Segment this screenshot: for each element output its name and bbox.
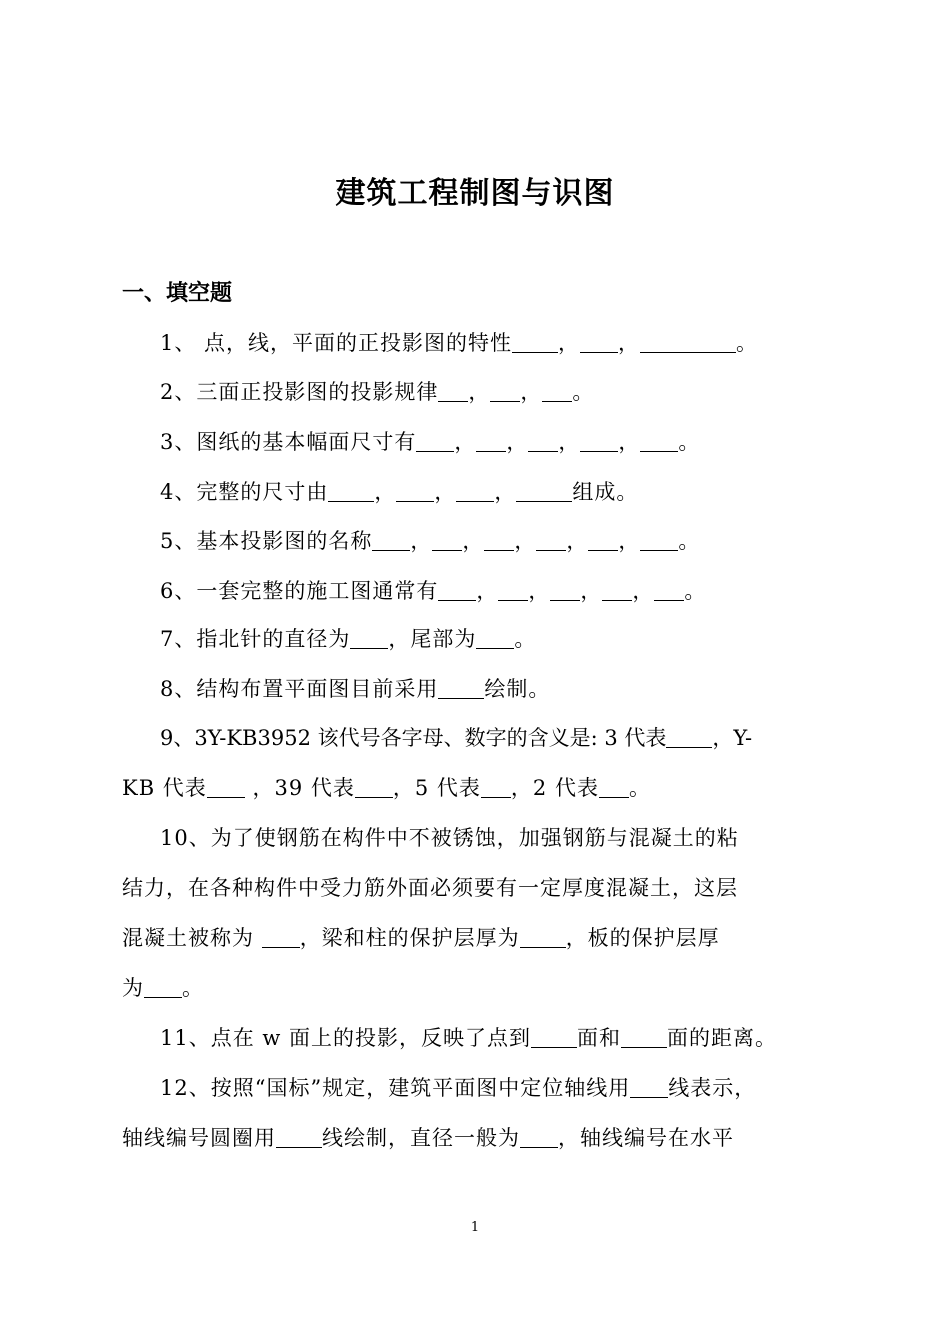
blank (640, 334, 736, 353)
blank (355, 779, 393, 798)
question-5: 5、基本投影图的名称 ， ， ， ， ， 。 (160, 529, 701, 553)
question-3: 3、图纸的基本幅面尺寸有 ， ， ， ， 。 (160, 430, 701, 454)
blank (512, 334, 558, 353)
blank (328, 483, 374, 502)
blank (144, 979, 182, 998)
blank (654, 582, 684, 601)
page-number: 1 (470, 1220, 480, 1235)
blank (528, 433, 558, 452)
question-2: 2、三面正投影图的投影规律 ， ， 。 (160, 380, 595, 404)
question-10-line-1: 10、为了使钢筋在构件中不被锈蚀，加强钢筋与混凝土的粘 (160, 826, 739, 850)
blank (520, 1129, 558, 1148)
blank (438, 383, 468, 402)
blank (516, 483, 572, 502)
blank (438, 680, 484, 699)
blank (438, 582, 476, 601)
blank (640, 433, 678, 452)
blank (262, 929, 300, 948)
blank (490, 383, 520, 402)
blank (602, 582, 632, 601)
blank (580, 433, 618, 452)
blank (520, 929, 566, 948)
question-8: 8、结构布置平面图目前采用 绘制。 (160, 677, 551, 701)
blank (542, 383, 572, 402)
question-9-line-1: 9、3Y-KB3952 该代号各字母、数字的含义是: 3 代表 ，Y- (160, 726, 753, 750)
blank (484, 532, 514, 551)
blank (416, 433, 454, 452)
blank (550, 582, 580, 601)
blank (599, 779, 629, 798)
blank (536, 532, 566, 551)
blank (432, 532, 462, 551)
question-10-line-3: 混凝土被称为 ，梁和柱的保护层厚为 ，板的保护层厚 (122, 926, 720, 950)
blank (481, 779, 511, 798)
page-title: 建筑工程制图与识图 (335, 176, 615, 211)
blank (588, 532, 618, 551)
question-12-line-1: 12、按照“国标”规定，建筑平面图中定位轴线用 线表示， (160, 1076, 757, 1100)
question-10-line-4: 为 。 (122, 976, 204, 1000)
question-12-line-2: 轴线编号圆圈用 线绘制，直径一般为 ，轴线编号在水平 (122, 1126, 734, 1150)
blank (207, 779, 245, 798)
blank (580, 334, 618, 353)
blank (372, 532, 410, 551)
blank (666, 729, 712, 748)
blank (456, 483, 494, 502)
question-10-line-2: 结力，在各种构件中受力筋外面必须要有一定厚度混凝土，这层 (122, 876, 738, 900)
blank (630, 1079, 668, 1098)
question-4: 4、完整的尺寸由 ， ， ， 组成。 (160, 480, 639, 504)
question-11: 11、点在 w 面上的投影，反映了点到 面和 面的距离。 (160, 1026, 778, 1050)
blank (498, 582, 528, 601)
blank (476, 433, 506, 452)
question-9-line-2: KB 代表 ，39 代表 ，5 代表 ，2 代表 。 (122, 776, 651, 800)
blank (640, 532, 678, 551)
blank (276, 1129, 322, 1148)
blank (531, 1029, 577, 1048)
question-7: 7、指北针的直径为 ，尾部为 。 (160, 627, 537, 651)
blank (476, 630, 514, 649)
question-6: 6、一套完整的施工图通常有 ， ， ， ， 。 (160, 579, 707, 603)
blank (350, 630, 388, 649)
question-1: 1、 点，线，平面的正投影图的特性 ， ， 。 (160, 331, 759, 355)
blank (396, 483, 434, 502)
blank (621, 1029, 667, 1048)
section-heading: 一、填空题 (122, 281, 233, 306)
